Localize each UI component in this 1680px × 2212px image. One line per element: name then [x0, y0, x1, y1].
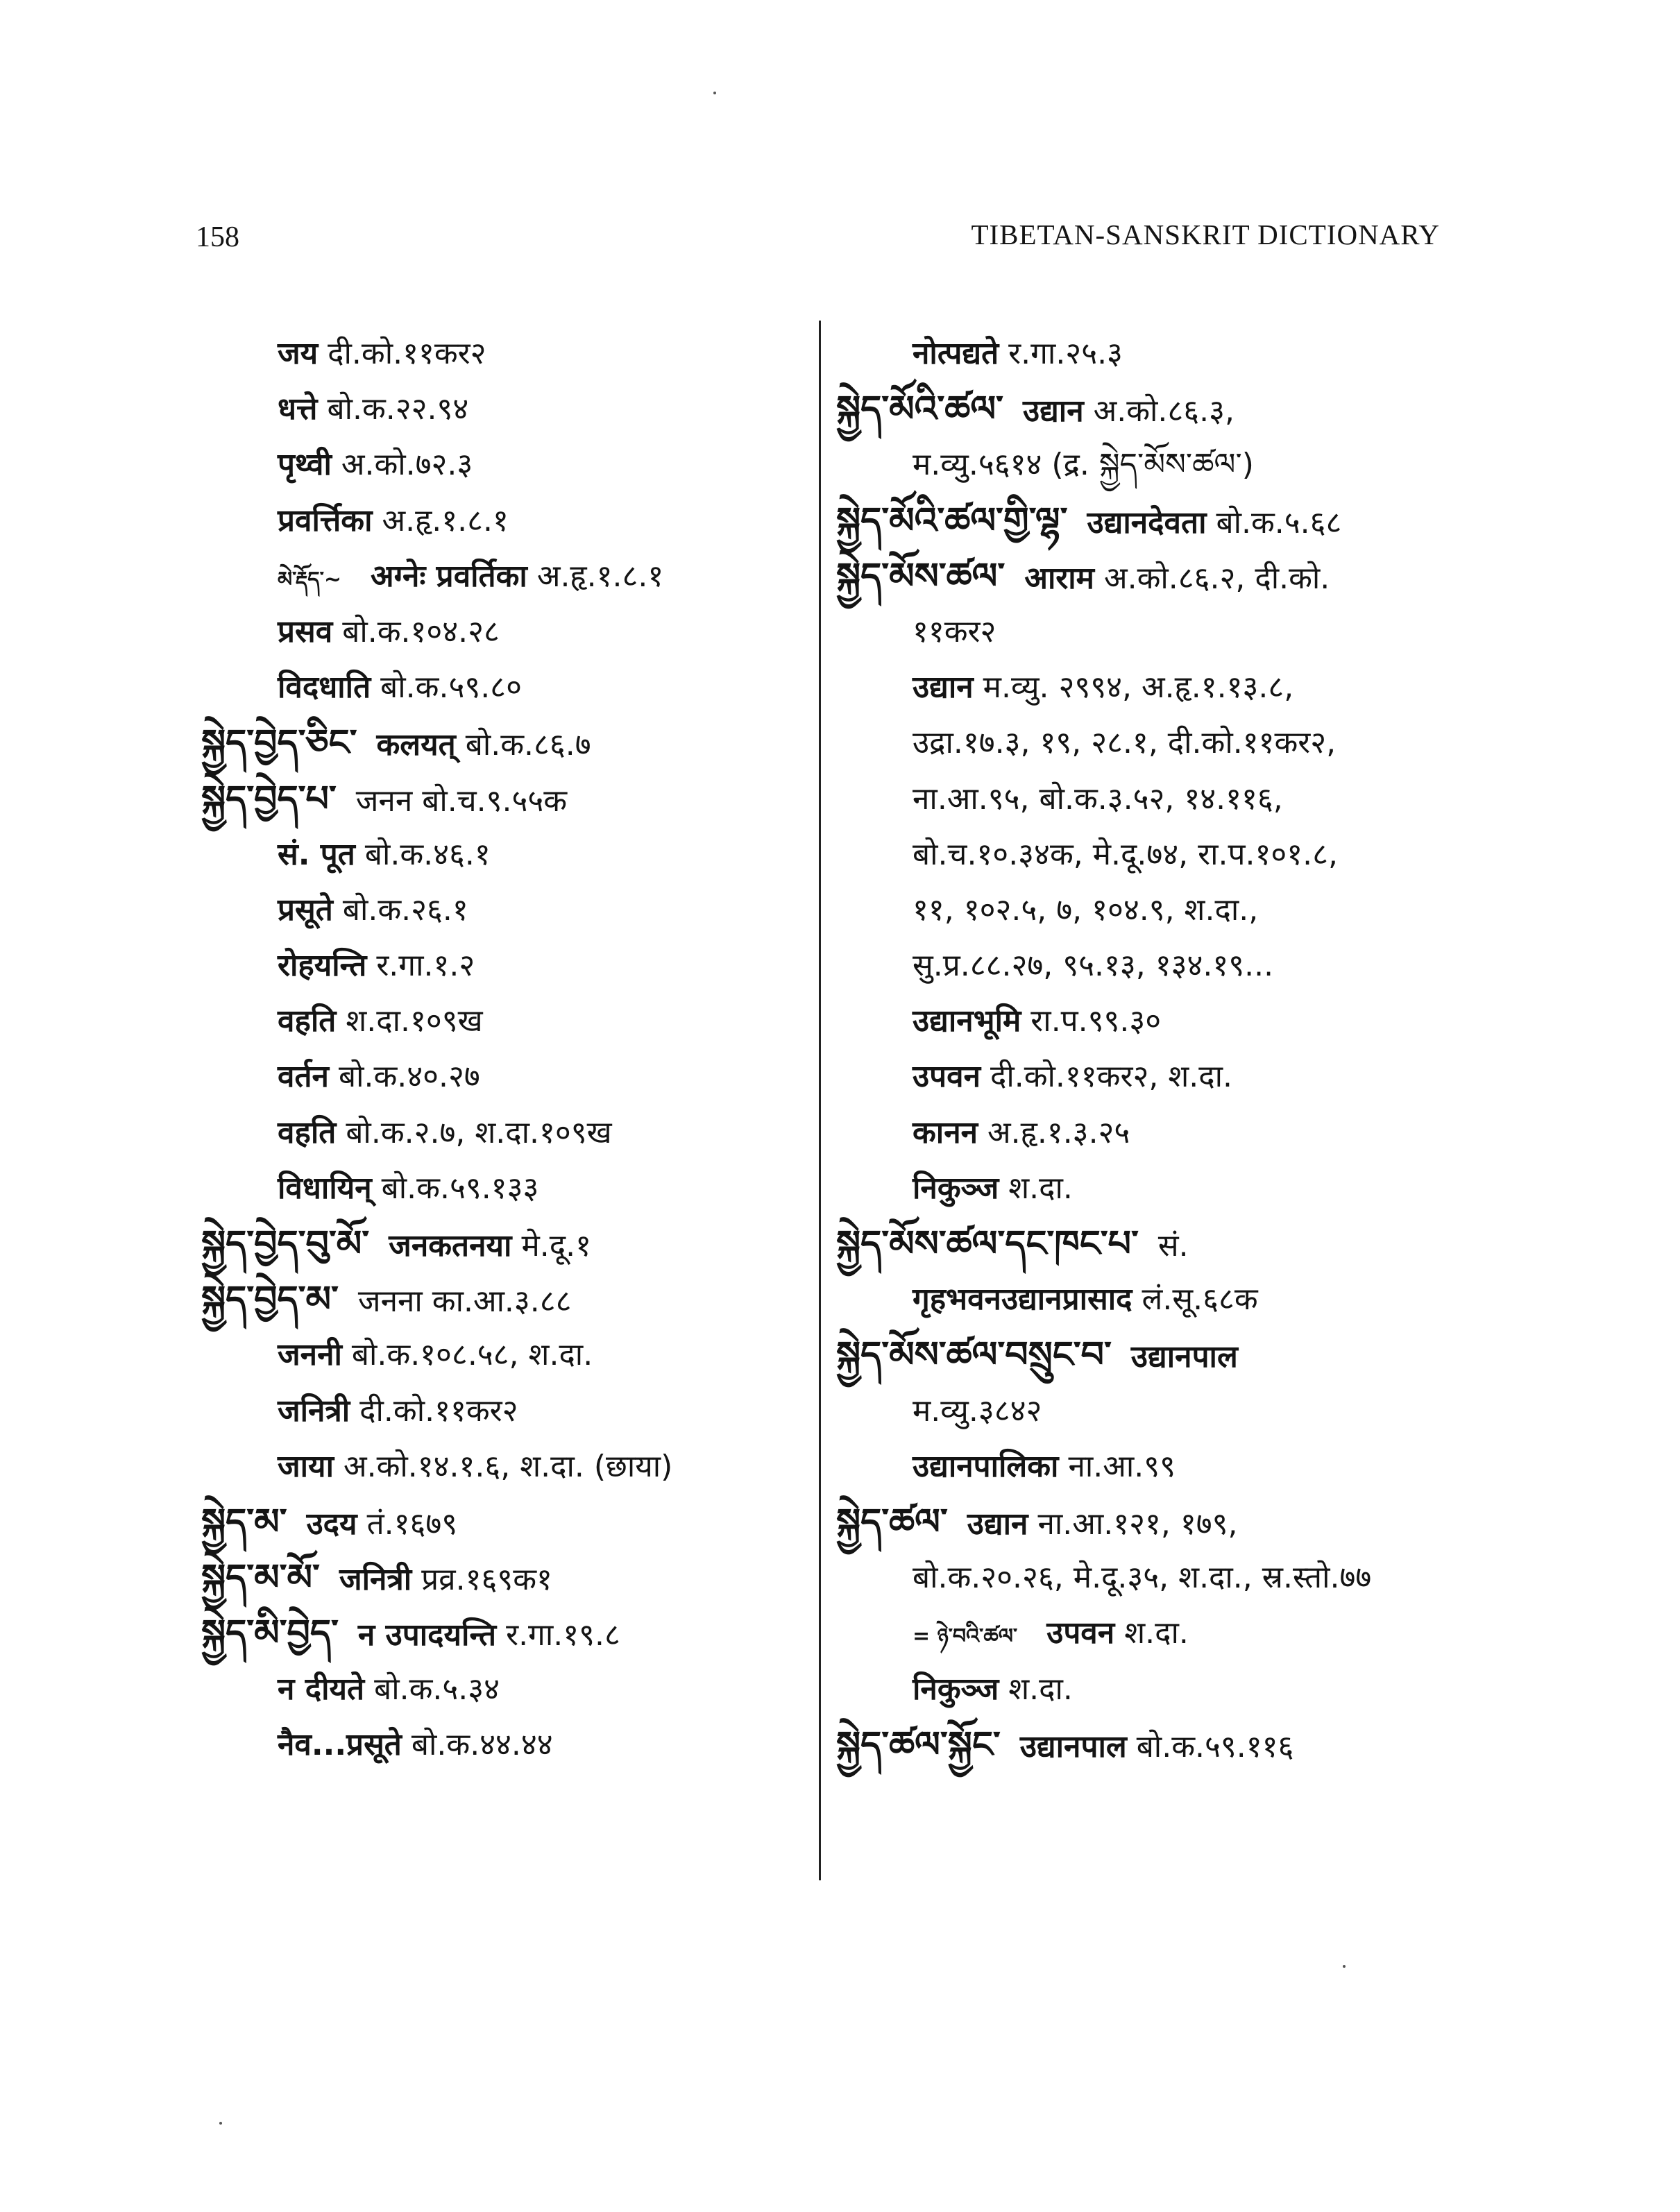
dictionary-sense-row: [836, 1439, 1447, 1495]
left-column: [201, 326, 812, 1773]
tibetan-term: སྐྱེད་མོས་ཚལ་བསྲུང་བ་: [836, 1334, 1112, 1377]
source-reference: बो.क.८६.७: [465, 727, 591, 763]
dictionary-sense-row: [836, 772, 1447, 827]
dictionary-sense-row: [201, 1049, 812, 1105]
source-reference: अ.को.८६.३,: [1093, 393, 1235, 429]
sanskrit-equivalent: जनित्री: [339, 1562, 412, 1598]
dictionary-sense-row: [836, 938, 1447, 994]
source-reference: श.दा.: [1008, 1671, 1073, 1707]
tibetan-term: སྐྱེད་མོས་ཚལ་དང་ཁང་པ་: [836, 1223, 1139, 1265]
dictionary-sense-row: [201, 549, 812, 604]
source-reference: सु.प्र.८८.२७, ९५.१३, १३४.१९...: [913, 948, 1274, 984]
tibetan-term: སྐྱེད་མོའི་ཚལ་: [836, 389, 1003, 431]
source-reference: तं.१६७९: [366, 1506, 458, 1542]
source-reference: ११, १०२.५, ७, १०४.९, श.दा.,: [913, 892, 1259, 928]
dictionary-headword-row: [836, 382, 1447, 437]
dictionary-sense-row: [836, 326, 1447, 382]
sanskrit-equivalent: उपवन: [913, 1059, 981, 1095]
dictionary-headword-row: [201, 1272, 812, 1327]
sanskrit-equivalent: नोत्पद्यते: [913, 336, 999, 371]
tibetan-term: སྐྱེད་མོའི་ཚལ་གྱི་ལྷ་: [836, 500, 1068, 542]
dictionary-sense-row: [201, 1439, 812, 1495]
sanskrit-equivalent: अग्नेः प्रवर्तिका: [371, 558, 527, 594]
source-reference: अ.हृ.१.८.१: [382, 502, 509, 538]
source-reference: जनन बो.च.९.५५क: [355, 783, 568, 819]
dictionary-sense-row: [201, 326, 812, 382]
source-reference: ना.आ.९५, बो.क.३.५२, १४.११६,: [913, 781, 1283, 817]
tibetan-term: སྐྱེད་ཚལ་སྐྱོང་: [836, 1724, 1001, 1766]
sanskrit-equivalent: न दीयते: [278, 1671, 365, 1707]
dictionary-sense-row: [836, 715, 1447, 771]
sanskrit-equivalent: जनकतनया: [389, 1228, 512, 1264]
source-reference: जनना का.आ.३.८८: [357, 1284, 572, 1320]
sanskrit-equivalent: प्रवर्त्तिका: [278, 502, 373, 538]
sanskrit-equivalent: विदधाति: [278, 670, 371, 706]
sanskrit-equivalent: प्रसूते: [278, 892, 333, 928]
source-reference: उद्रा.१७.३, १९, २८.१, दी.को.११कर२,: [913, 725, 1337, 761]
dictionary-sense-row: [201, 1717, 812, 1773]
sanskrit-equivalent: उपवन: [1046, 1615, 1115, 1651]
sanskrit-equivalent: जय: [278, 336, 319, 371]
sanskrit-equivalent: सं. पूत: [278, 836, 355, 872]
source-reference: लं.सू.६८क: [1142, 1282, 1258, 1318]
tibetan-term: སྐྱེད་མ་: [201, 1501, 287, 1543]
column-divider: [819, 321, 821, 1880]
sanskrit-equivalent: उद्यानपालिका: [913, 1448, 1059, 1484]
scan-speck: [219, 2122, 222, 2125]
source-reference: ना.आ.१२१, १७९,: [1037, 1506, 1238, 1542]
source-reference: बो.क.५९.११६: [1136, 1728, 1294, 1764]
source-reference: बो.क.२०.२६, मे.दू.३५, श.दा., स्र.स्तो.७७: [913, 1560, 1372, 1596]
dictionary-headword-row: [836, 1717, 1447, 1773]
sanskrit-equivalent: कानन: [913, 1114, 978, 1150]
source-reference: बो.क.५.६८: [1216, 504, 1342, 541]
running-head: TIBETAN-SANSKRIT DICTIONARY: [971, 219, 1440, 250]
source-reference: र.गा.१९.८: [506, 1617, 620, 1653]
dictionary-headword-row: [836, 1327, 1447, 1383]
sanskrit-equivalent: विधायिन्: [278, 1170, 372, 1206]
tibetan-term: མེ་རྡོད་~: [278, 567, 342, 592]
sanskrit-equivalent: आराम: [1024, 560, 1094, 596]
source-reference: र.गा.२५.३: [1008, 336, 1123, 371]
sanskrit-equivalent: प्रसव: [278, 613, 333, 649]
dictionary-sense-row: [836, 604, 1447, 660]
dictionary-sense-row: [836, 1049, 1447, 1105]
sanskrit-equivalent: नैव...प्रसूते: [278, 1726, 402, 1762]
source-reference: बो.क.४०.२७: [338, 1059, 480, 1095]
source-reference: मे.दू.१: [521, 1228, 591, 1264]
source-reference: बो.क.५९.८०: [380, 670, 522, 706]
source-reference: दी.को.११कर२: [328, 336, 486, 371]
sanskrit-equivalent: उदय: [306, 1506, 357, 1542]
source-reference: र.गा.१.२: [376, 948, 475, 984]
dictionary-sense-row: [201, 660, 812, 715]
dictionary-headword-row: [201, 772, 812, 827]
dictionary-headword-row: [201, 715, 812, 771]
dictionary-sense-row: [201, 1161, 812, 1216]
source-reference: अ.को.१४.१.६, श.दा. (छाया): [343, 1448, 673, 1484]
dictionary-headword-row: [201, 1495, 812, 1550]
dictionary-sense-row: [836, 1161, 1447, 1216]
source-reference: म.व्यु.३८४२: [913, 1393, 1042, 1429]
sanskrit-equivalent: निकुञ्ज: [913, 1170, 999, 1206]
dictionary-headword-row: [836, 549, 1447, 604]
dictionary-sense-row: [836, 1272, 1447, 1327]
dictionary-sense-row: [201, 827, 812, 883]
sanskrit-equivalent: धत्ते: [278, 391, 318, 427]
dictionary-sense-row: [201, 938, 812, 994]
sanskrit-equivalent: निकुञ्ज: [913, 1671, 999, 1707]
dictionary-sense-row: [201, 382, 812, 437]
sanskrit-equivalent: उद्यानपाल: [1019, 1728, 1127, 1764]
dictionary-sense-row: [201, 994, 812, 1049]
source-reference: दी.को.११कर२: [359, 1393, 518, 1429]
source-reference: बो.क.५.३४: [374, 1671, 500, 1707]
source-reference: रा.प.९९.३०: [1030, 1003, 1162, 1039]
dictionary-sense-row: [201, 437, 812, 493]
source-reference: अ.को.८६.२, दी.को.: [1103, 560, 1330, 596]
dictionary-headword-row: [201, 1550, 812, 1606]
source-reference: ११कर२: [913, 613, 996, 649]
sanskrit-equivalent: गृहभवनउद्यानप्रासाद: [913, 1282, 1132, 1318]
source-reference: सं.: [1157, 1228, 1189, 1264]
dictionary-sense-row: [201, 1384, 812, 1439]
sanskrit-equivalent: उद्यानपाल: [1130, 1339, 1238, 1375]
source-reference: अ.को.७२.३: [341, 447, 473, 483]
source-reference: बो.क.२.७, श.दा.१०९ख: [346, 1114, 612, 1150]
source-reference: बो.क.१०८.५८, श.दा.: [351, 1337, 593, 1373]
source-reference: अ.हृ.१.३.२५: [987, 1114, 1130, 1150]
sanskrit-equivalent: पृथ्वी: [278, 447, 332, 483]
dictionary-sense-row: [201, 1327, 812, 1383]
sanskrit-equivalent: जननी: [278, 1337, 342, 1373]
source-reference: श.दा.१०९ख: [346, 1003, 483, 1039]
dictionary-sense-row: [836, 1606, 1447, 1661]
sanskrit-equivalent: रोहयन्ति: [278, 948, 367, 984]
dictionary-headword-row: [201, 1216, 812, 1272]
source-reference: म.व्यु.५६१४ (द्र. སྐྱེད་མོས་ཚལ་): [913, 447, 1254, 483]
source-reference: श.दा.: [1008, 1170, 1073, 1206]
dictionary-sense-row: [201, 604, 812, 660]
sanskrit-equivalent: उद्यान: [1022, 393, 1084, 429]
page-number: 158: [196, 221, 239, 253]
dictionary-sense-row: [836, 437, 1447, 493]
dictionary-headword-row: [836, 1495, 1447, 1550]
sanskrit-equivalent: कलयत्: [376, 727, 456, 763]
sanskrit-equivalent: न उपादयन्ति: [357, 1617, 497, 1653]
tibetan-term: = ཉེ་བའི་ཚལ་: [913, 1624, 1018, 1649]
tibetan-term: སྐྱེད་མོས་ཚལ་: [836, 555, 1006, 597]
source-reference: बो.क.१०४.२८: [342, 613, 500, 649]
sanskrit-equivalent: उद्यान: [967, 1506, 1028, 1542]
scan-speck: [713, 92, 716, 94]
source-reference: बो.क.२२.९४: [327, 391, 469, 427]
tibetan-term: སྐྱེད་ཚལ་: [836, 1501, 948, 1543]
dictionary-sense-row: [836, 827, 1447, 883]
source-reference: अ.हृ.१.८.१: [536, 558, 664, 594]
sanskrit-equivalent: उद्यानभूमि: [913, 1003, 1021, 1039]
dictionary-sense-row: [836, 660, 1447, 715]
dictionary-headword-row: [201, 1606, 812, 1661]
tibetan-term: སྐྱེད་བྱེད་མ་: [201, 1279, 339, 1321]
sanskrit-equivalent: वहति: [278, 1003, 337, 1039]
source-reference: श.दा.: [1124, 1615, 1189, 1651]
tibetan-term: སྐྱེད་མི་བྱེད་: [201, 1613, 339, 1655]
tibetan-term: སྐྱེད་བྱེད་བུ་མོ་: [201, 1223, 370, 1265]
sanskrit-equivalent: जनित्री: [278, 1393, 350, 1429]
dictionary-sense-row: [836, 1662, 1447, 1717]
sanskrit-equivalent: जाया: [278, 1448, 334, 1484]
source-reference: म.व्यु. २९९४, अ.हृ.१.१३.८,: [983, 670, 1294, 706]
dictionary-sense-row: [201, 1662, 812, 1717]
dictionary-headword-row: [836, 493, 1447, 549]
source-reference: बो.क.४६.१: [364, 836, 491, 872]
dictionary-sense-row: [201, 1105, 812, 1161]
tibetan-term: སྐྱེད་བྱེད་པ་: [201, 778, 337, 820]
sanskrit-equivalent: वर्तन: [278, 1059, 329, 1095]
right-column: [836, 326, 1447, 1773]
sanskrit-equivalent: उद्यानदेवता: [1087, 504, 1207, 541]
dictionary-sense-row: [836, 994, 1447, 1049]
source-reference: ना.आ.९९: [1068, 1448, 1176, 1484]
source-reference: प्रव्र.१६९क१: [421, 1562, 552, 1598]
dictionary-headword-row: [836, 1216, 1447, 1272]
dictionary-sense-row: [201, 493, 812, 549]
sanskrit-equivalent: उद्यान: [913, 670, 974, 706]
source-reference: बो.च.१०.३४क, मे.दू.७४, रा.प.१०१.८,: [913, 836, 1338, 872]
tibetan-term: སྐྱེད་བྱེད་ཅིང་: [201, 722, 357, 765]
dictionary-sense-row: [201, 883, 812, 938]
dictionary-sense-row: [836, 883, 1447, 938]
scan-speck: [1343, 1965, 1346, 1968]
source-reference: बो.क.४४.४४: [411, 1726, 553, 1762]
dictionary-sense-row: [836, 1384, 1447, 1439]
source-reference: बो.क.२६.१: [342, 892, 468, 928]
tibetan-term: སྐྱེད་མ་མོ་: [201, 1557, 320, 1599]
dictionary-sense-row: [836, 1550, 1447, 1606]
source-reference: बो.क.५९.१३३: [381, 1170, 539, 1206]
source-reference: दी.को.११कर२, श.दा.: [990, 1059, 1232, 1095]
dictionary-sense-row: [836, 1105, 1447, 1161]
sanskrit-equivalent: वहति: [278, 1114, 337, 1150]
